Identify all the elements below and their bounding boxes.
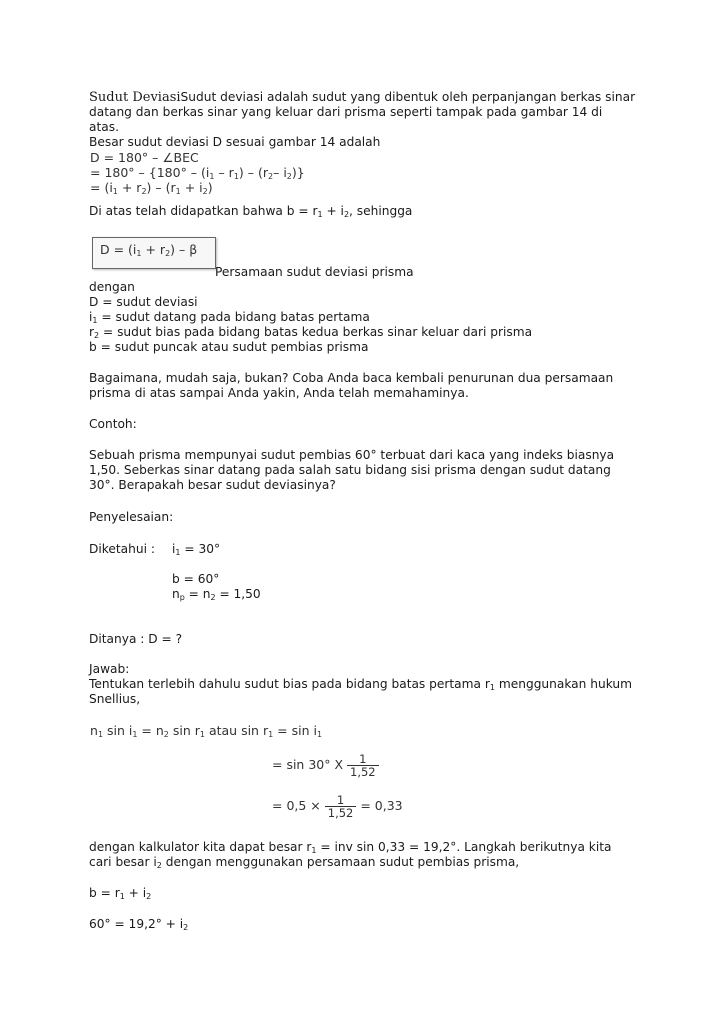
boxed-formula: $D = (i_1 + r_2) - \beta$ xyxy=(92,237,216,269)
problem-line-2: 1,50. Seberkas sinar datang pada salah satu bidang sisi prisma dengan sudut datang xyxy=(89,463,611,477)
fraction: $\frac{1}{1,52}$ xyxy=(347,753,379,778)
jawab-label: Jawab: xyxy=(89,662,130,676)
given-n: $n_p = n_2 = 1,50$ xyxy=(172,587,261,602)
derivation-eq-3: = $(i_1 + r_2) - (r_1 + i_2)$ xyxy=(90,180,213,196)
penyelesaian-label: Penyelesaian: xyxy=(89,510,174,524)
intro-line-2: datang dan berkas sinar yang keluar dari prisma seperti tampak pada gambar 14 di xyxy=(89,105,603,119)
definition-d: D = sudut deviasi xyxy=(89,295,198,309)
definition-i1: $i_1$ = sudut datang pada bidang batas pertama xyxy=(89,310,370,325)
final-sixty: $60^\circ = 19,2^\circ + i_2$ xyxy=(89,917,189,932)
para-bagaimana-2: prisma di atas sampai Anda yakin, Anda telah memahaminya. xyxy=(89,386,469,400)
jawab-line-1: Tentukan terlebih dahulu sudut bias pada bidang batas pertama $r_1$ menggunakan hukum xyxy=(89,677,632,692)
intro-line-3: atas. xyxy=(89,120,119,134)
snell-eq-2: = sin 30° X $\frac{1}{1,52}$ xyxy=(272,753,379,778)
dengan-label: dengan xyxy=(89,280,135,294)
derivation-eq-1: D = 180° – ∠BEC xyxy=(90,150,199,165)
final-b: $b = r_1 + i_2$ xyxy=(89,886,152,901)
problem-line-1: Sebuah prisma mempunyai sudut pembias 60° terbuat dari kaca yang indeks biasnya xyxy=(89,448,615,462)
given-i1: $i_1 = 30^\circ$ xyxy=(172,542,221,557)
given-b: b = 60° xyxy=(172,572,220,586)
derivation-eq-2: = $180^\circ - \{180^\circ - (i_1 - r_1) - (r_2-$ $i_2$)} xyxy=(90,165,305,181)
formula-caption: Persamaan sudut deviasi prisma xyxy=(215,265,414,279)
para-bagaimana-1: Bagaimana, mudah saja, bukan? Coba Anda baca kembali penurunan dua persamaan xyxy=(89,371,614,385)
snell-eq-3: = 0,5 × $\frac{1}{1,52}$ = 0,33 xyxy=(272,793,403,820)
definition-b: b = sudut puncak atau sudut pembias prisma xyxy=(89,340,369,354)
jawab-line-2: Snellius, xyxy=(89,692,141,706)
above-text: Di atas telah didapatkan bahwa $b = r_1 + i_2$, sehingga xyxy=(89,204,413,219)
derivation-image xyxy=(90,151,330,197)
kalkulator-line-1: dengan kalkulator kita dapat besar $r_1$ = inv sin 0,33 = 19,2°. Langkah berikutnya kita xyxy=(89,840,612,855)
definition-r2: $r_2$ = sudut bias pada bidang batas kedua berkas sinar keluar dari prisma xyxy=(89,325,533,340)
diketahui-label: Diketahui : xyxy=(89,542,155,556)
problem-line-3: 30°. Berapakah besar sudut deviasinya? xyxy=(89,478,336,492)
contoh-label: Contoh: xyxy=(89,417,137,431)
snell-equation-image xyxy=(90,724,410,824)
snell-eq-1: $n_1$ $\sin i_1 = n_2$ $\sin r_1$ atau $\sin r_1 = \sin i_1$ xyxy=(90,723,323,739)
intro-line-4: Besar sudut deviasi D sesuai gambar 14 adalah xyxy=(89,135,381,149)
fraction: $\frac{1}{1,52}$ xyxy=(325,794,357,819)
section-heading: Sudut Deviasi xyxy=(89,90,181,105)
kalkulator-line-2: cari besar $i_2$ dengan menggunakan persamaan sudut pembias prisma, xyxy=(89,855,520,870)
ditanya: Ditanya : D = ? xyxy=(89,632,183,646)
intro-line-1: Sudut DeviasiSudut deviasi adalah sudut yang dibentuk oleh perpanjangan berkas sinar xyxy=(89,90,636,105)
